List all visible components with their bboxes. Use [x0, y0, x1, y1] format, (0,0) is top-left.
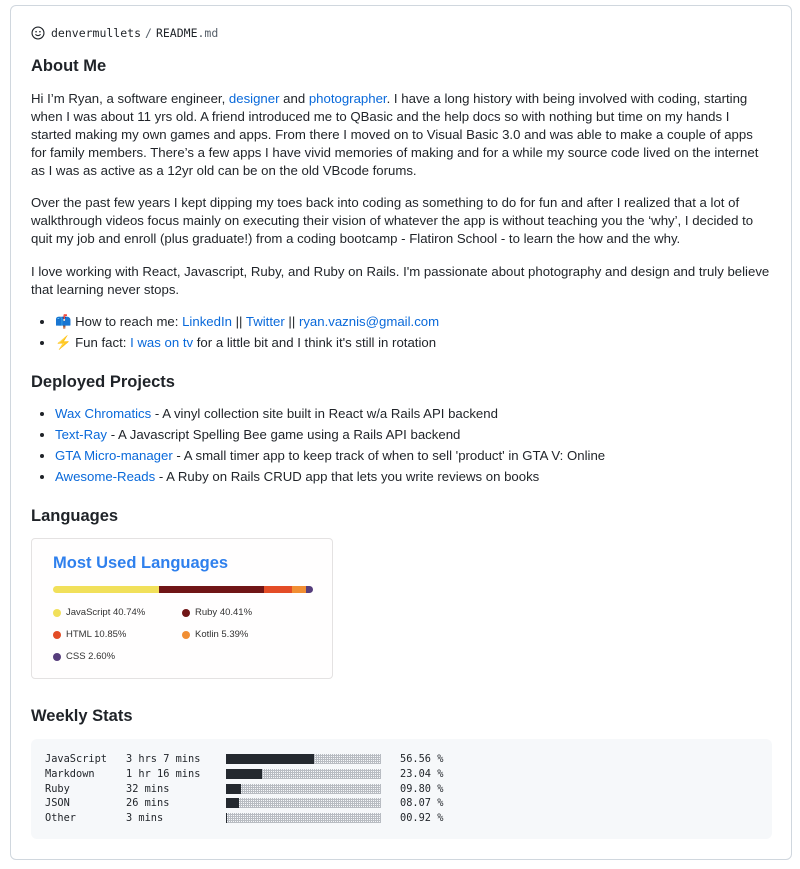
language-bar-segment	[159, 586, 264, 593]
path-separator: /	[145, 26, 152, 40]
p1-and: and	[279, 91, 309, 106]
fun-fact-rest: for a little bit and I think it's still in rotation	[193, 335, 437, 350]
stat-bar	[226, 754, 381, 764]
projects-list	[31, 403, 605, 487]
project-desc: - A Ruby on Rails CRUD app that lets you write reviews on books	[155, 469, 540, 484]
projects-heading: Deployed Projects	[31, 373, 175, 391]
legend-html	[53, 629, 126, 640]
stat-name: JSON	[45, 797, 70, 809]
p1-rest: . I have a long history with being involved with coding, starting when I was about 11 yrs old. A friend introduced me to QBasic and the help docs so with nothing but time on my hands I started making my own games and apps. From there I moved on to Visual Basic 3.0 and was able to make a couple of apps for family members. There’s a few apps I have vivid memories of making and for a while my source code lived on the internet as I was as active as a 12yr old can be on the old VBcode forums.	[31, 91, 759, 178]
languages-bar	[53, 586, 313, 593]
stat-name: JavaScript	[45, 753, 107, 765]
list-item	[55, 403, 605, 424]
legend-css	[53, 651, 115, 662]
stat-time: 32 mins	[126, 783, 170, 795]
p1-intro: Hi I’m Ryan, a software engineer,	[31, 91, 229, 106]
legend-label: HTML 10.85%	[66, 629, 127, 640]
list-item	[55, 311, 439, 332]
language-bar-segment	[306, 586, 313, 593]
language-bar-segment	[292, 586, 306, 593]
readme-header	[31, 26, 218, 40]
stat-name: Ruby	[45, 783, 70, 795]
reach-label: How to reach me:	[71, 314, 183, 329]
stat-time: 26 mins	[126, 797, 170, 809]
contact-list	[31, 311, 439, 353]
project-link[interactable]: Wax Chromatics	[55, 406, 152, 421]
project-desc: - A Javascript Spelling Bee game using a Rails API backend	[107, 427, 461, 442]
readme-card	[10, 5, 792, 860]
stat-bar-fill	[226, 813, 227, 823]
linkedin-link[interactable]: LinkedIn	[182, 314, 232, 329]
stat-bar	[226, 769, 381, 779]
stat-time: 3 hrs 7 mins	[126, 753, 201, 765]
smiley-icon	[31, 26, 45, 40]
legend-kotlin	[182, 629, 248, 640]
separator: ||	[284, 314, 299, 329]
legend-dot	[53, 653, 61, 661]
stat-bar	[226, 784, 381, 794]
legend-label: CSS 2.60%	[66, 651, 116, 662]
languages-heading: Languages	[31, 507, 119, 525]
about-paragraph-3: I love working with React, Javascript, Ruby, and Ruby on Rails. I'm passionate about photography and design and truly believe that learning never stops.	[31, 264, 770, 297]
stat-name: Markdown	[45, 768, 95, 780]
tv-link[interactable]: I was on tv	[130, 335, 194, 350]
stat-bar	[226, 798, 381, 808]
stat-row	[45, 752, 443, 766]
legend-dot	[182, 609, 190, 617]
list-item	[55, 445, 605, 466]
legend-javascript	[53, 607, 145, 618]
about-paragraph-1	[31, 90, 771, 180]
languages-card-title: Most Used Languages	[53, 554, 229, 572]
project-desc: - A vinyl collection site built in React w/a Rails API backend	[151, 406, 498, 421]
legend-ruby	[182, 607, 252, 618]
project-desc: - A small timer app to keep track of when to sell 'product' in GTA V: Online	[172, 448, 606, 463]
twitter-link[interactable]: Twitter	[245, 314, 285, 329]
stat-bar-fill	[226, 769, 262, 779]
language-bar-segment	[53, 586, 159, 593]
stat-row	[45, 782, 443, 796]
legend-dot	[182, 631, 190, 639]
email-link[interactable]: ryan.vaznis@gmail.com	[298, 314, 440, 329]
stat-bar-fill	[226, 754, 314, 764]
stat-bar-fill	[226, 784, 241, 794]
weekly-stats-heading: Weekly Stats	[31, 707, 133, 725]
designer-link[interactable]: designer	[228, 91, 280, 106]
about-paragraph-2: Over the past few years I kept dipping my toes back into coding as something to do for fun and after I realized that a lot of walkthrough videos focus mainly on executing their vision of whatever the app is without teaching you the ‘why’, I decided to quit my job and enroll (plus graduate!) from a coding bootcamp - Flatiron School - to learn the how and the why.	[31, 195, 754, 246]
project-link[interactable]: Awesome-Reads	[55, 469, 156, 484]
weekly-stats-code-block	[31, 739, 772, 839]
stat-row	[45, 811, 443, 825]
separator: ||	[231, 314, 246, 329]
stat-row	[45, 767, 443, 781]
lightning-icon: ⚡	[55, 335, 72, 350]
stat-bar-fill	[226, 798, 239, 808]
list-item	[55, 466, 605, 487]
stat-time: 3 mins	[126, 812, 164, 824]
mailbox-icon: 📫	[55, 314, 72, 329]
photographer-link[interactable]: photographer	[308, 91, 387, 106]
fun-fact-label: Fun fact:	[71, 335, 131, 350]
list-item	[55, 332, 439, 353]
stat-percent: 00.92 %	[400, 812, 444, 824]
stat-name: Other	[45, 812, 76, 824]
legend-dot	[53, 609, 61, 617]
stat-bar	[226, 813, 381, 823]
stat-percent: 09.80 %	[400, 783, 444, 795]
most-used-languages-card[interactable]	[31, 538, 333, 679]
stat-time: 1 hr 16 mins	[126, 768, 201, 780]
legend-dot	[53, 631, 61, 639]
project-link[interactable]: Text-Ray	[55, 427, 108, 442]
stat-percent: 23.04 %	[400, 768, 444, 780]
repo-owner-link[interactable]: denvermullets	[51, 26, 142, 40]
about-heading: About Me	[31, 57, 107, 75]
legend-label: Ruby 40.41%	[195, 607, 253, 618]
legend-label: JavaScript 40.74%	[66, 607, 146, 618]
file-extension: .md	[197, 26, 219, 40]
list-item	[55, 424, 605, 445]
legend-label: Kotlin 5.39%	[195, 629, 249, 640]
stat-percent: 56.56 %	[400, 753, 444, 765]
file-name: README	[155, 26, 198, 40]
language-bar-segment	[264, 586, 292, 593]
project-link[interactable]: GTA Micro-manager	[55, 448, 173, 463]
stat-percent: 08.07 %	[400, 797, 444, 809]
stat-row	[45, 796, 443, 810]
